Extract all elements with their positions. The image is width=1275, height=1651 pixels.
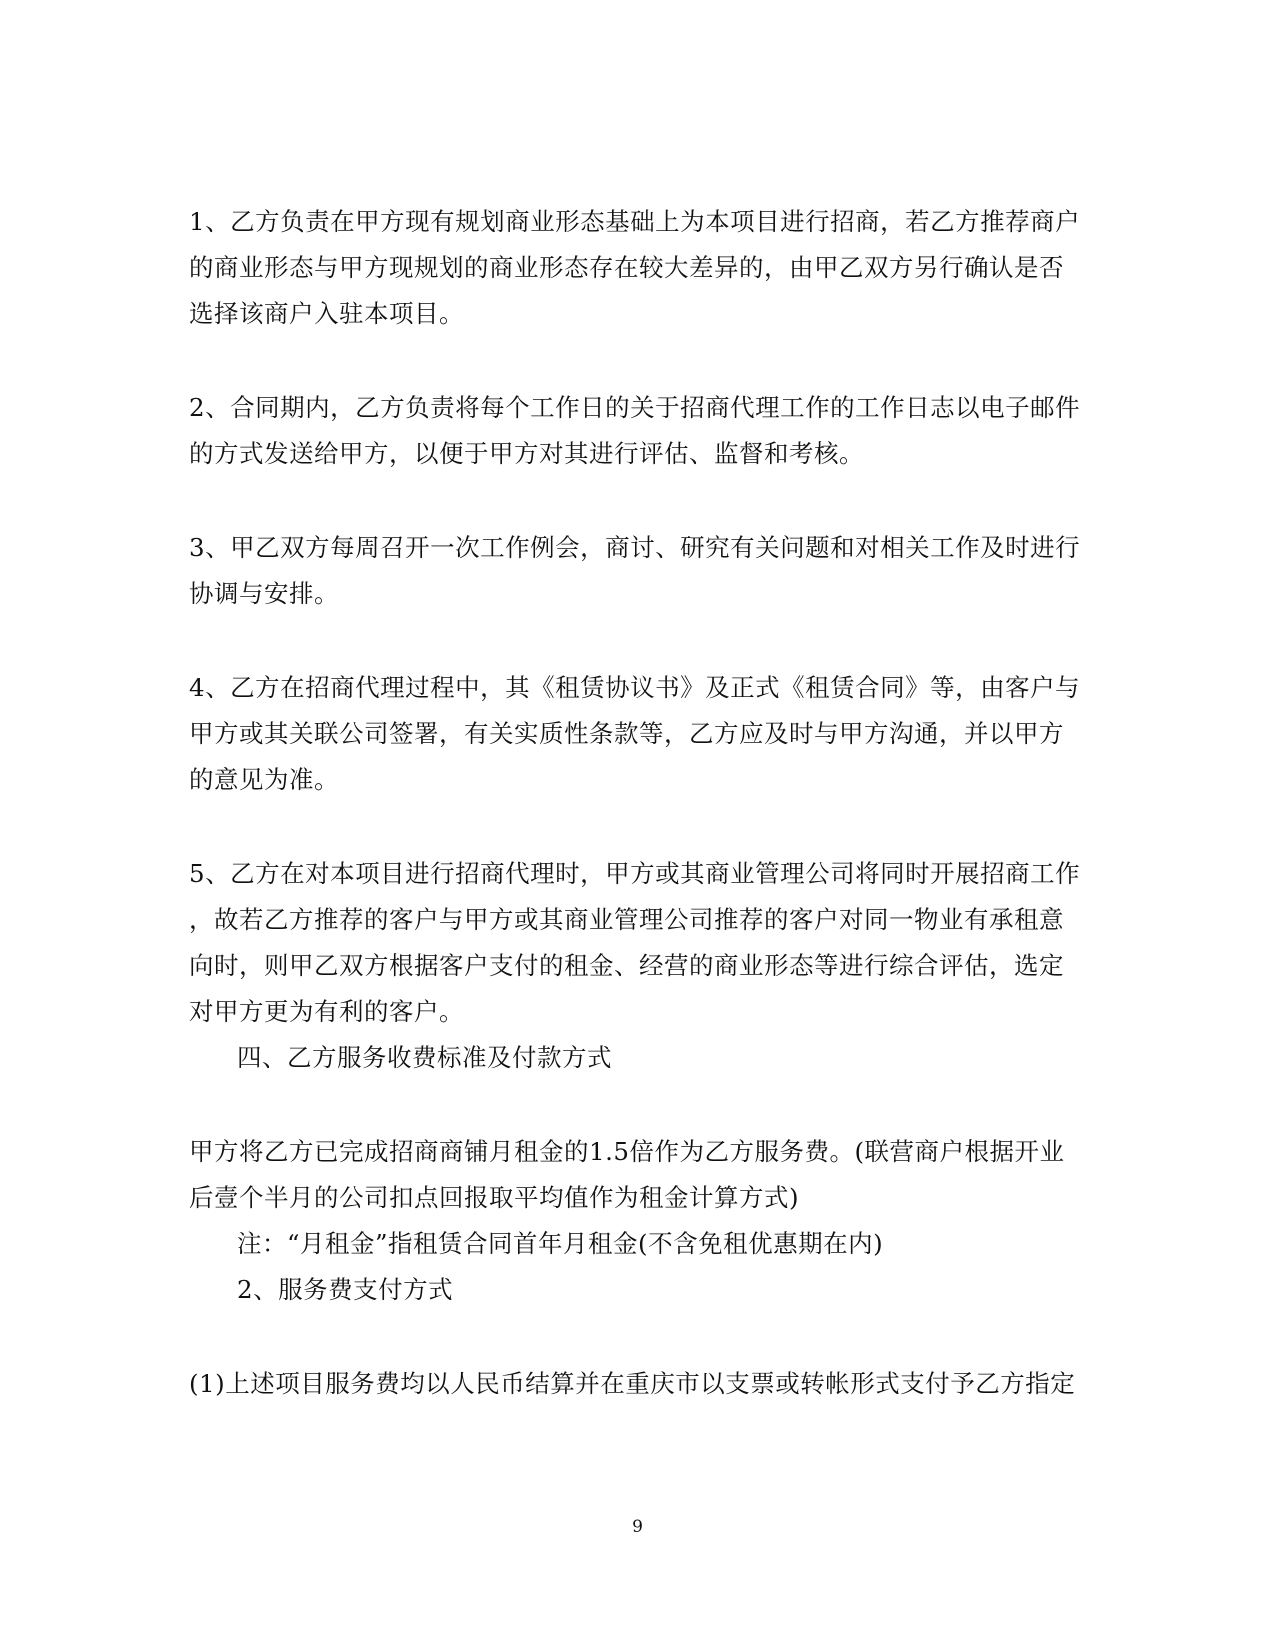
paragraph-1-line-2: 的商业形态与甲方现规划的商业形态存在较大差异的，由甲乙双方另行确认是否 <box>189 253 1064 282</box>
paragraph-1-line-1: 1、乙方负责在甲方现有规划商业形态基础上为本项目进行招商，若乙方推荐商户 <box>189 207 1081 236</box>
payment-terms-line: (1)上述项目服务费均以人民币结算并在重庆市以支票或转帐形式支付予乙方指定 <box>189 1369 1076 1398</box>
paragraph-5-line-3: 向时，则甲乙双方根据客户支付的租金、经营的商业形态等进行综合评估，选定 <box>189 951 1064 980</box>
paragraph-3-line-2: 协调与安排。 <box>189 579 339 608</box>
paragraph-1-line-3: 选择该商户入驻本项目。 <box>189 299 464 328</box>
paragraph-3-line-1: 3、甲乙双方每周召开一次工作例会，商讨、研究有关问题和对相关工作及时进行 <box>189 533 1081 562</box>
paragraph-2-line-2: 的方式发送给甲方，以便于甲方对其进行评估、监督和考核。 <box>189 439 864 468</box>
fee-paragraph-line-1: 甲方将乙方已完成招商商铺月租金的1.5倍作为乙方服务费。(联营商户根据开业 <box>189 1137 1065 1166</box>
paragraph-5-line-4: 对甲方更为有利的客户。 <box>189 997 464 1026</box>
payment-method-heading: 2、服务费支付方式 <box>237 1275 454 1304</box>
page-number: 9 <box>632 1517 643 1537</box>
paragraph-4-line-2: 甲方或其关联公司签署，有关实质性条款等，乙方应及时与甲方沟通，并以甲方 <box>189 719 1064 748</box>
paragraph-4-line-3: 的意见为准。 <box>189 765 339 794</box>
paragraph-5-line-1: 5、乙方在对本项目进行招商代理时，甲方或其商业管理公司将同时开展招商工作 <box>189 859 1081 888</box>
paragraph-5-line-2: ，故若乙方推荐的客户与甲方或其商业管理公司推荐的客户对同一物业有承租意 <box>189 905 1064 934</box>
fee-paragraph-line-2: 后壹个半月的公司扣点回报取平均值作为租金计算方式) <box>189 1183 800 1212</box>
paragraph-4-line-1: 4、乙方在招商代理过程中，其《租赁协议书》及正式《租赁合同》等，由客户与 <box>189 673 1081 702</box>
paragraph-2-line-1: 2、合同期内，乙方负责将每个工作日的关于招商代理工作的工作日志以电子邮件 <box>189 393 1081 422</box>
rent-note: 注：“月租金”指租赁合同首年月租金(不含免租优惠期在内) <box>237 1229 884 1258</box>
section-heading: 四、乙方服务收费标准及付款方式 <box>237 1043 612 1072</box>
